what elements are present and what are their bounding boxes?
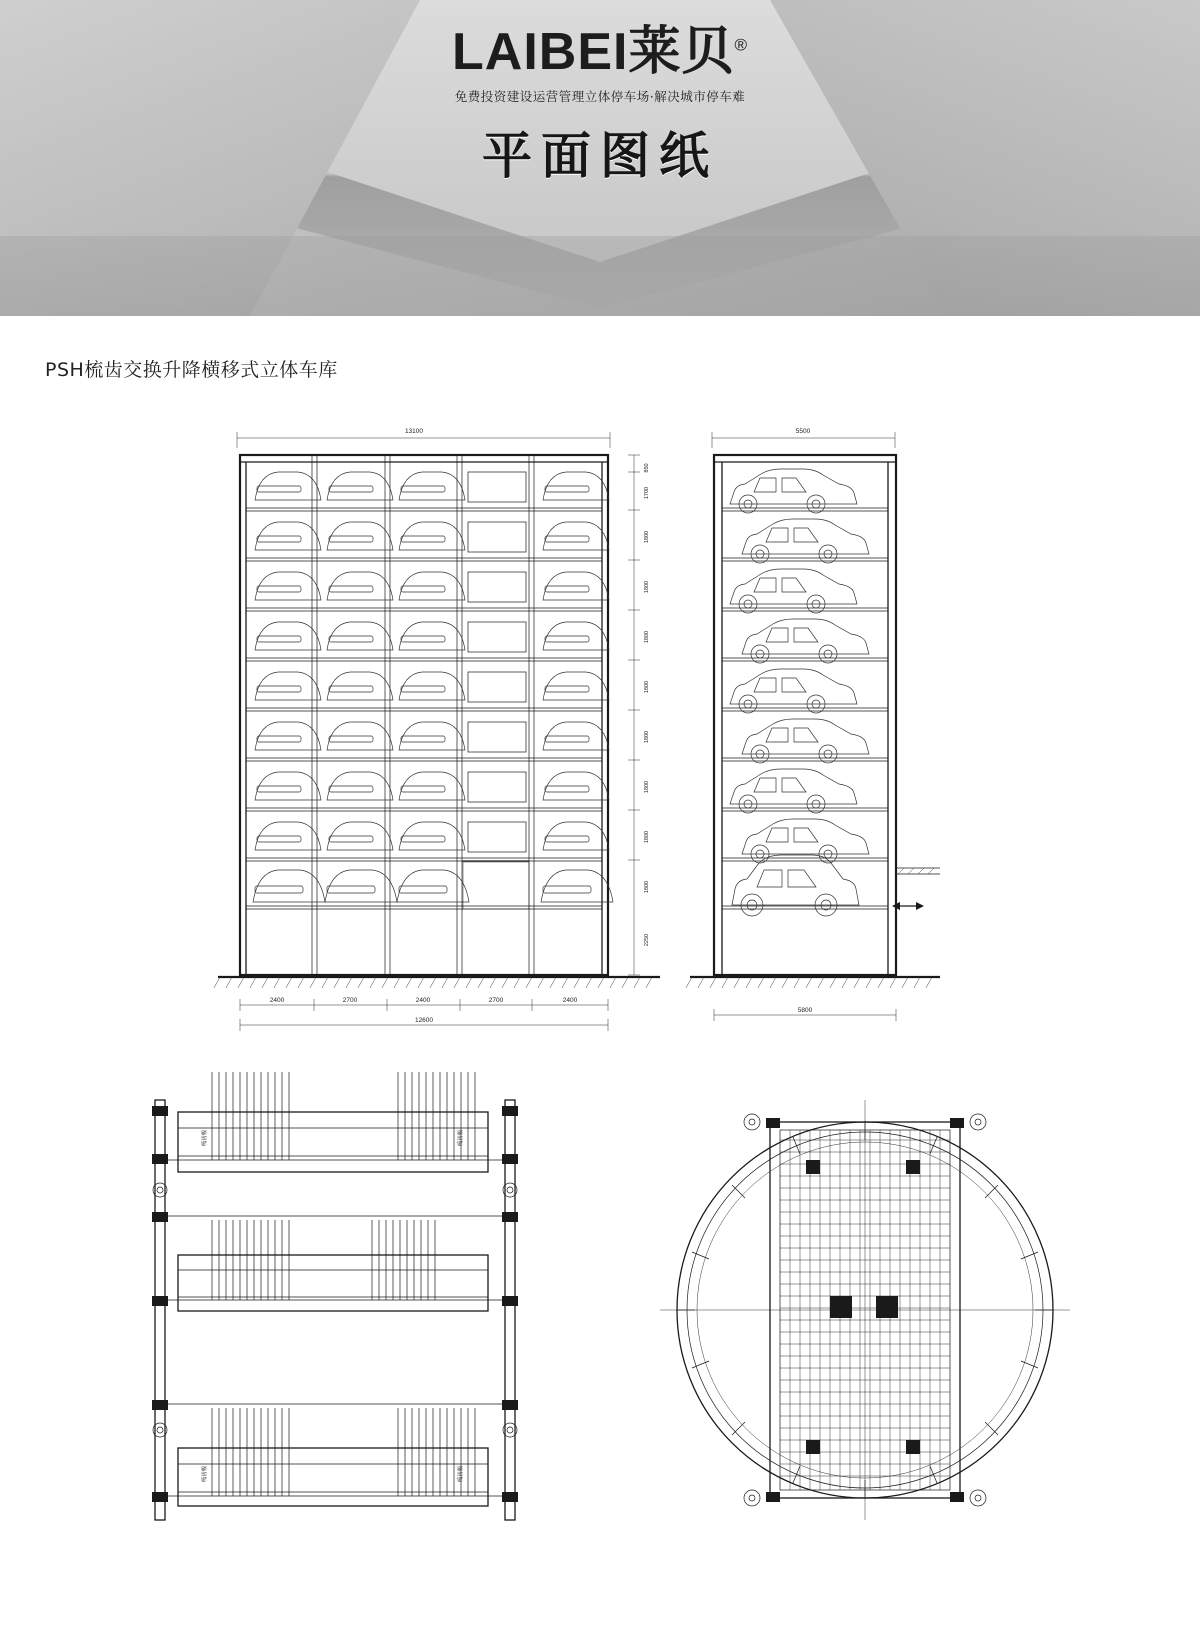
turntable-centre-lines (660, 1100, 1070, 1520)
turntable-plan-drawing (660, 1100, 1070, 1520)
side-bottom-dimension (714, 1007, 896, 1021)
comb-pulleys (153, 1183, 517, 1437)
front-level-lines (246, 508, 602, 909)
dim-side-top: 5500 (795, 428, 811, 435)
brand-tagline: 免费投资建设运营管理立体停车场·解决城市停车难 (454, 89, 746, 104)
dim-bay-2: 2700 (342, 997, 358, 1004)
banner-title: 平面图纸 (482, 127, 718, 185)
side-entry-arrow (892, 868, 940, 910)
dim-level-1: 1700 (644, 486, 650, 500)
comb-band-mid (178, 1220, 488, 1311)
comb-label-left-bottom: 梳齿板 (202, 1465, 208, 1483)
comb-plan-drawing (152, 1072, 518, 1520)
front-elevation-drawing (214, 428, 660, 1031)
comb-carriage-blocks (152, 1106, 518, 1502)
header-banner (0, 0, 1200, 316)
side-level-lines (722, 508, 888, 909)
side-car-silhouettes (730, 469, 869, 916)
comb-band-bottom (178, 1408, 488, 1506)
dim-overall-top: 13100 (404, 428, 424, 435)
front-level-dimensions (628, 455, 650, 975)
dim-overall-bottom: 12600 (414, 1017, 434, 1024)
comb-label-left-top: 梳齿板 (202, 1129, 208, 1147)
front-car-silhouettes (253, 472, 613, 902)
brand-logo-text (0, 22, 1200, 82)
comb-band-top (178, 1072, 488, 1172)
side-top-dimension (712, 428, 895, 448)
dim-level-6: 1800 (644, 730, 650, 744)
dim-bay-5: 2400 (562, 997, 578, 1004)
side-ground-hatch (686, 977, 932, 988)
dim-top-small: 850 (644, 463, 650, 473)
brand-logo (0, 22, 1200, 188)
dim-bay-1: 2400 (269, 997, 285, 1004)
front-ground-hatch (214, 977, 652, 988)
brand-logo-cn: 莱贝 (628, 22, 735, 82)
dim-level-5: 1800 (644, 680, 650, 694)
registered-trademark-icon: ® (734, 35, 748, 55)
dim-bay-4: 2700 (488, 997, 504, 1004)
banner-facet-shadow (0, 236, 1200, 316)
comb-label-right-bottom: 梳齿板 (458, 1465, 464, 1483)
drawing-sheet (0, 400, 1200, 1620)
dim-level-7: 1800 (644, 780, 650, 794)
dim-level-3: 1800 (644, 580, 650, 594)
comb-label-right-top: 梳齿板 (458, 1129, 464, 1147)
front-top-dimension (237, 428, 610, 448)
front-bay-dimensions (240, 997, 608, 1031)
dim-level-4: 1800 (644, 630, 650, 644)
page-title: PSH梳齿交换升降横移式立体车库 (45, 359, 338, 381)
dim-level-10: 2250 (644, 933, 650, 947)
dim-level-8: 1800 (644, 830, 650, 844)
dim-level-9: 1800 (644, 880, 650, 894)
side-elevation-drawing (686, 428, 940, 1021)
brand-logo-latin: LAIBEI (452, 23, 629, 81)
dim-level-2: 1800 (644, 530, 650, 544)
dim-bay-3: 2400 (415, 997, 431, 1004)
front-column-lines (312, 455, 534, 975)
dim-side-bottom: 5800 (797, 1007, 813, 1014)
